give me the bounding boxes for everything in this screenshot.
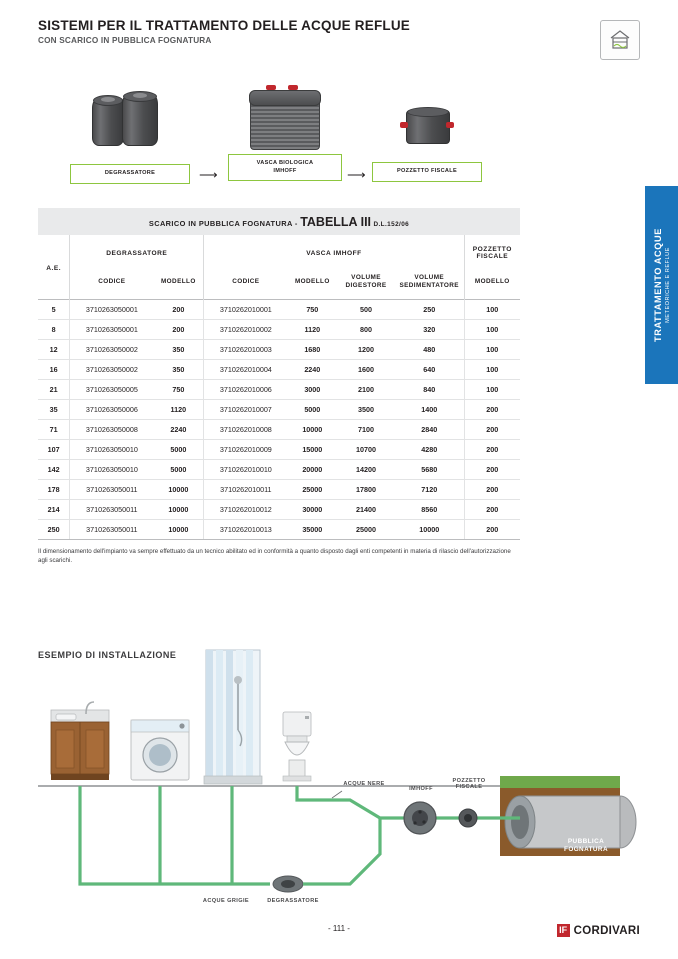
flow-arrow-2: ⟶ [347,167,366,182]
imhoff-tank-icon [228,78,342,148]
table-cell: 3710262010008 [204,420,288,440]
table-cell: 5680 [395,460,464,480]
table-cell: 5000 [153,460,203,480]
table-cell: 3710262010004 [204,360,288,380]
page-title: SISTEMI PER IL TRATTAMENTO DELLE ACQUE REFLUE [38,18,411,33]
table-cell: 20000 [287,460,337,480]
page-subtitle: CON SCARICO IN PUBBLICA FOGNATURA [38,36,212,45]
table-cell: 1120 [153,400,203,420]
label-acque-grigie: ACQUE GRIGIE [202,898,250,904]
label-pubblica-fognatura [548,838,624,855]
table-cell: 3710263050010 [70,440,154,460]
table-cell: 3710263050002 [70,340,154,360]
table-cell: 15000 [287,440,337,460]
side-tab-subtitle: METEORICHE E REFLUE [664,247,671,323]
table-cell: 3500 [337,400,395,420]
label-pubblica-fognatura-line1: PUBBLICA [567,838,605,845]
flow-label-degrassatore: DEGRASSATORE [70,164,190,184]
acque-nere-leader [332,791,342,798]
table-row [38,460,520,480]
brand-name: CORDIVARI [573,924,640,937]
label-pozzetto-fiscale-line1: POZZETTO [452,778,486,784]
flow-step-degrassatore [70,88,190,184]
label-pozzetto-fiscale-line2: FISCALE [455,784,483,790]
label-imhoff: IMHOFF [409,786,433,792]
table-cell: 142 [38,460,70,480]
label-acque-nere: ACQUE NERE [343,781,385,787]
table-cell: 4280 [395,440,464,460]
table-row [38,340,520,360]
table-cell: 750 [153,380,203,400]
table-cell: 21 [38,380,70,400]
table-cell: 35 [38,400,70,420]
flow-label-imhoff [228,154,342,181]
washing-machine-icon [131,720,189,780]
table-cell: 10000 [153,480,203,500]
table-cell: 17800 [337,480,395,500]
table-cell: 2840 [395,420,464,440]
table-section [38,208,520,566]
table-cell: 480 [395,340,464,360]
table-row [38,400,520,420]
table-cell: 100 [464,360,520,380]
table-row [38,520,520,540]
table-cell: 25000 [287,480,337,500]
table-row [38,320,520,340]
flow-arrow-1: ⟶ [199,167,218,182]
table-cell: 3710262010001 [204,300,288,320]
table-row [38,420,520,440]
table-cell: 3710263050008 [70,420,154,440]
table-cell: 14200 [337,460,395,480]
table-cell: 10000 [395,520,464,540]
inspection-chamber-icon [372,98,482,144]
installation-svg [0,640,678,910]
flow-step-imhoff [228,78,342,181]
installation-diagram [0,640,678,910]
flow-step-pozzetto [372,98,482,182]
degrassatore-chamber-icon [273,876,303,892]
table-cell: 214 [38,500,70,520]
table-row [38,360,520,380]
brand-mark-icon: IF [557,924,570,937]
table-cell: 7100 [337,420,395,440]
table-cell: 107 [38,440,70,460]
table-row [38,380,520,400]
table-cell: 500 [337,300,395,320]
section-side-tab [645,186,678,384]
table-cell: 100 [464,380,520,400]
table-cell: 1680 [287,340,337,360]
table-group-degrassatore: DEGRASSATORE [70,235,204,269]
table-row [38,440,520,460]
black-water-pipes [297,786,520,884]
table-cell: 840 [395,380,464,400]
table-cell: 3710263050011 [70,520,154,540]
table-col-codice-degrassatore: CODICE [70,269,154,300]
table-col-codice-imhoff: CODICE [204,269,288,300]
table-cell: 21400 [337,500,395,520]
table-cell: 12 [38,340,70,360]
table-cell: 25000 [337,520,395,540]
table-cell: 250 [395,300,464,320]
table-cell: 200 [153,300,203,320]
table-cell: 3710263050006 [70,400,154,420]
table-cell: 2240 [287,360,337,380]
table-cell: 3710263050005 [70,380,154,400]
degreaser-tank-icon [70,88,190,148]
table-cell: 3710263050002 [70,360,154,380]
table-row [38,300,520,320]
table-cell: 10000 [287,420,337,440]
table-cell: 3000 [287,380,337,400]
table-cell: 16 [38,360,70,380]
table-cell: 3710263050010 [70,460,154,480]
table-cell: 800 [337,320,395,340]
table-cell: 7120 [395,480,464,500]
table-cell: 8 [38,320,70,340]
table-col-modello-degrassatore: MODELLO [160,278,196,285]
table-cell: 3710263050001 [70,300,154,320]
side-tab-title: TRATTAMENTO ACQUE [652,228,663,342]
table-col-modello-imhoff: MODELLO [294,278,330,285]
table-body [38,300,520,540]
specifications-table [38,235,520,540]
table-cell: 5000 [153,440,203,460]
table-cell: 5 [38,300,70,320]
table-col-modello-pozzetto: MODELLO [464,269,520,300]
page-header [38,18,638,45]
label-pozzetto-fiscale [443,778,495,790]
pozzetto-fiscale-chamber-icon [459,809,477,827]
process-flow [60,88,480,188]
table-col-volume-digestore: VOLUME DIGESTORE [345,274,387,289]
table-cell: 3710262010009 [204,440,288,460]
table-cell: 3710263050001 [70,320,154,340]
table-cell: 200 [464,440,520,460]
toilet-icon [283,712,311,781]
table-cell: 1600 [337,360,395,380]
table-cell: 2100 [337,380,395,400]
table-cell: 200 [464,500,520,520]
table-cell: 8560 [395,500,464,520]
installation-title: ESEMPIO DI INSTALLAZIONE [38,650,177,660]
table-cell: 5000 [287,400,337,420]
table-cell: 10000 [153,500,203,520]
table-row [38,480,520,500]
table-caption-law: D.L.152/06 [373,221,410,228]
flow-label-imhoff-line2: IMHOFF [273,167,297,174]
table-cell: 1400 [395,400,464,420]
table-cell: 71 [38,420,70,440]
table-cell: 100 [464,300,520,320]
table-cell: 200 [464,480,520,500]
page-number: - 111 - [328,924,350,933]
table-cell: 100 [464,340,520,360]
table-cell: 640 [395,360,464,380]
table-group-vasca-imhoff: VASCA IMHOFF [204,235,464,269]
brand-logo [557,924,640,937]
house-water-icon [600,20,640,60]
table-cell: 250 [38,520,70,540]
table-note: Il dimensionamento dell'impianto va sempre effettuato da un tecnico abilitato ed in conformità a quanto disposto dagli enti competenti in materia di rilascio dell'autorizzazione agli scarichi. [38,548,511,565]
table-cell: 750 [287,300,337,320]
sink-cabinet-icon [51,702,109,780]
table-cell: 200 [464,520,520,540]
table-cell: 3710262010013 [204,520,288,540]
table-caption [38,208,520,235]
table-cell: 3710262010002 [204,320,288,340]
table-cell: 200 [464,400,520,420]
table-cell: 178 [38,480,70,500]
table-cell: 3710262010007 [204,400,288,420]
table-cell: 10000 [153,520,203,540]
label-degrassatore: DEGRASSATORE [267,898,319,904]
shower-icon [204,650,262,784]
table-cell: 3710263050011 [70,500,154,520]
table-group-header-row [38,235,520,269]
table-cell: 350 [153,360,203,380]
table-cell: 320 [395,320,464,340]
table-col-volume-sedimentatore: VOLUME SEDIMENTATORE [399,274,459,289]
table-cell: 3710262010011 [204,480,288,500]
table-cell: 1120 [287,320,337,340]
table-cell: 30000 [287,500,337,520]
grey-water-pipes [80,786,270,884]
label-pubblica-fognatura-line2: FOGNATURA [564,846,608,854]
table-cell: 3710263050011 [70,480,154,500]
table-group-pozzetto-fiscale: POZZETTO FISCALE [464,235,520,269]
table-cell: 10700 [337,440,395,460]
flow-label-imhoff-line1: VASCA BIOLOGICA [256,160,314,166]
table-cell: 3710262010012 [204,500,288,520]
table-caption-title: TABELLA III [300,215,372,229]
table-cell: 1200 [337,340,395,360]
table-cell: 100 [464,320,520,340]
flow-label-pozzetto: POZZETTO FISCALE [372,162,482,182]
table-cell: 2240 [153,420,203,440]
imhoff-chamber-icon [404,802,436,834]
table-cell: 200 [464,420,520,440]
table-column-header-row [38,269,520,300]
table-cell: 35000 [287,520,337,540]
table-cell: 200 [464,460,520,480]
table-cell: 350 [153,340,203,360]
table-row [38,500,520,520]
table-caption-prefix: SCARICO IN PUBBLICA FOGNATURA - [148,219,298,228]
table-cell: 3710262010003 [204,340,288,360]
table-group-ae: A.E. [46,264,62,272]
table-cell: 3710262010006 [204,380,288,400]
table-cell: 3710262010010 [204,460,288,480]
table-cell: 200 [153,320,203,340]
